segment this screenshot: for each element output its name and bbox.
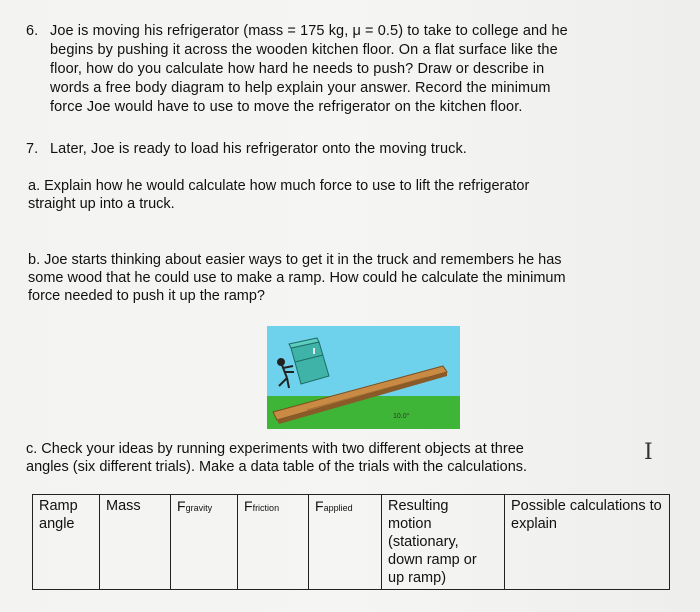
table-header-resulting-motion: Resulting motion (stationary, down ramp or up ramp) [382, 495, 505, 590]
table-header-ramp-angle: Ramp angle [33, 495, 100, 590]
table-header-mass: Mass [100, 495, 171, 590]
ramp-angle-label: 10.0° [393, 413, 410, 420]
part-b-text: b. Joe starts thinking about easier ways to get it in the truck and remembers he has some wood that he could use to make a ramp. How could he calculate the minimum force needed to push it up the ramp? [28, 252, 566, 304]
question-6 [26, 22, 686, 122]
text-cursor-icon: I [644, 440, 653, 465]
table-header-fgravity: Fgravity [171, 495, 238, 590]
table-header-calculations: Possible calculations to explain [505, 495, 670, 590]
table-header-ffriction: Ffriction [238, 495, 309, 590]
question-7 [26, 140, 626, 162]
question-6-number: 6. [26, 23, 39, 39]
ramp-figure [267, 326, 460, 429]
part-a-text: a. Explain how he would calculate how much force to use to lift the refrigerator straight up into a truck. [28, 178, 530, 212]
question-7-number: 7. [26, 141, 39, 157]
table-header-fapplied: Fapplied [309, 495, 382, 590]
question-7-text: Later, Joe is ready to load his refrigerator onto the moving truck. [50, 141, 467, 157]
data-table [32, 494, 670, 590]
question-6-text: Joe is moving his refrigerator (mass = 175 kg, μ = 0.5) to take to college and he begins by pushing it across the wooden kitchen floor. On a flat surface like the floor, how do you calculate how hard he needs to push? Draw or describe in words a free body diagram to help explain your answer. Record the minimum force Joe would have to use to move the refrigerator on the kitchen floor. [50, 23, 568, 115]
table-header-row [33, 495, 670, 590]
part-c-text: c. Check your ideas by running experiments with two different objects at three angles (six different trials). Make a data table of the trials with the calculations. [26, 441, 528, 475]
